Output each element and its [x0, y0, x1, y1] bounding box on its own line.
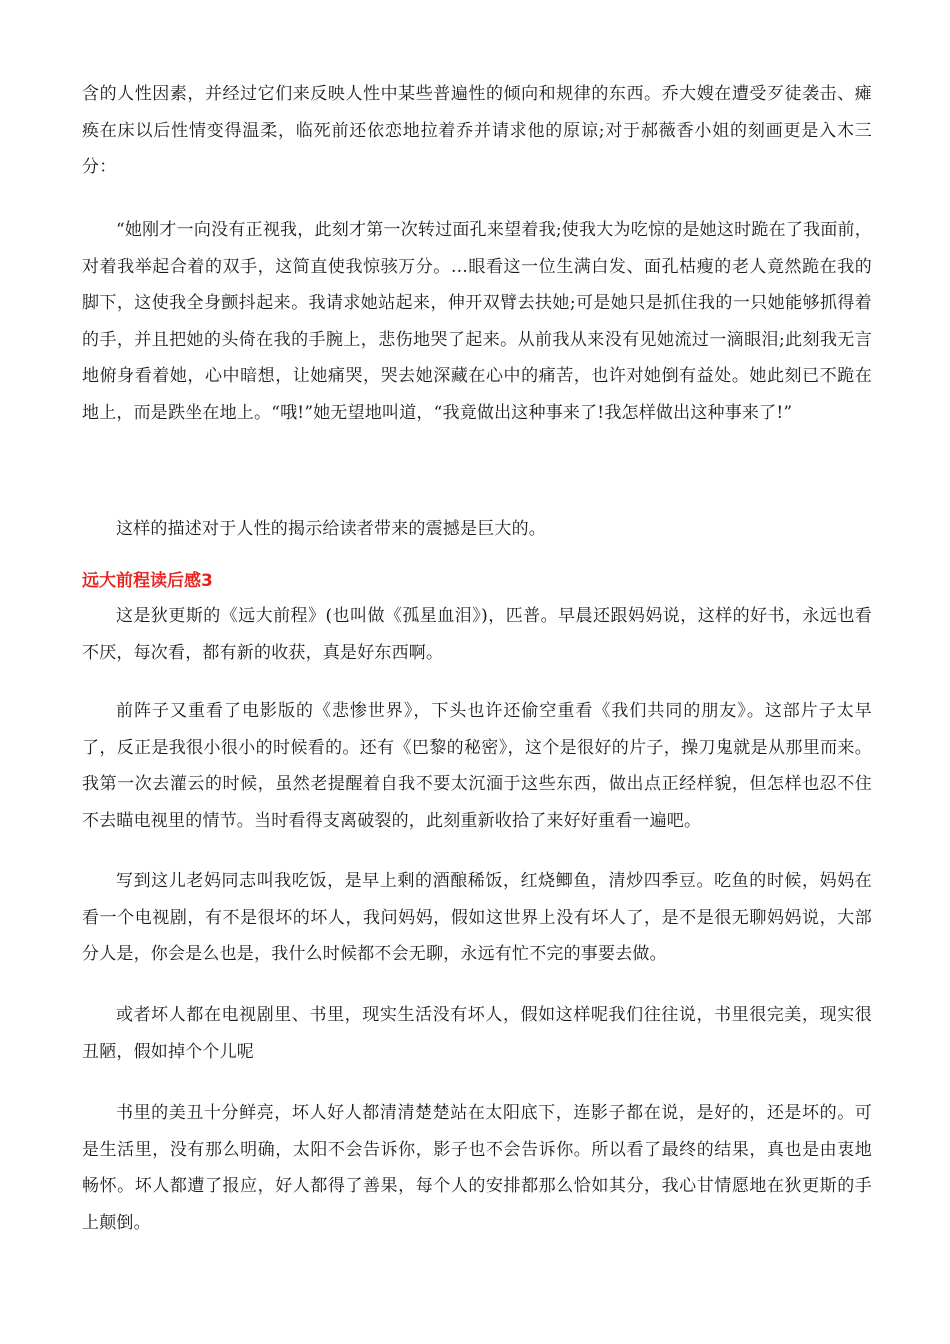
paragraph-quote: “她刚才一向没有正视我，此刻才第一次转过面孔来望着我;使我大为吃惊的是她这时跪在了我面前，对着我举起合着的双手，这简直使我惊骇万分。…眼看这一位生满白发、面孔枯瘦的老人竟然跪在我的脚下，这使我全身颤抖起来。我请求她站起来，伸开双臂去扶她;可是她只是抓住我的一只她能够抓得着的手，并且把她的头倚在我的手腕上，悲伤地哭了起来。从前我从来没有见她流过一滴眼泪;此刻我无言地俯身看着她，心中暗想，让她痛哭，哭去她深藏在心中的痛苦，也许对她倒有益处。她此刻已不跪在地上，而是跌坐在地上。“哦!”她无望地叫道，“我竟做出这种事来了!我怎样做出这种事来了!”	[82, 220, 872, 423]
paragraph: 写到这儿老妈同志叫我吃饭，是早上剩的酒酿稀饭，红烧鲫鱼，清炒四季豆。吃鱼的时候，妈妈在看一个电视剧，有不是很坏的坏人，我问妈妈，假如这世界上没有坏人了，是不是很无聊妈妈说，大部分人是，你会是么也是，我什么时候都不会无聊，永远有忙不完的事要去做。	[82, 871, 872, 964]
paragraph: 前阵子又重看了电影版的《悲惨世界》，下头也许还偷空重看《我们共同的朋友》。这部片子太早了，反正是我很小很小的时候看的。还有《巴黎的秘密》，这个是很好的片子，操刀鬼就是从那里而来。我第一次去灌云的时候，虽然老提醒着自我不要太沉湎于这些东西，做出点正经样貌，但怎样也忍不住不去瞄电视里的情节。当时看得支离破裂的，此刻重新收拾了来好好重看一遍吧。	[82, 701, 872, 831]
paragraph-summary: 这样的描述对于人性的揭示给读者带来的震撼是巨大的。	[116, 519, 546, 539]
paragraph-continued: 含的人性因素，并经过它们来反映人性中某些普遍性的倾向和规律的东西。乔大嫂在遭受歹徒袭击、瘫痪在床以后性情变得温柔，临死前还依恋地拉着乔并请求他的原谅;对于郝薇香小姐的刻画更是入木三分：	[82, 84, 872, 177]
paragraph: 或者坏人都在电视剧里、书里，现实生活没有坏人，假如这样呢我们往往说，书里很完美，现实很丑陋，假如掉个个儿呢	[82, 1005, 872, 1062]
paragraph: 书里的美丑十分鲜亮，坏人好人都清清楚楚站在太阳底下，连影子都在说，是好的，还是坏的。可是生活里，没有那么明确，太阳不会告诉你，影子也不会告诉你。所以看了最终的结果，真也是由衷地畅怀。坏人都遭了报应，好人都得了善果，每个人的安排都那么恰如其分，我心甘情愿地在狄更斯的手上颠倒。	[82, 1103, 872, 1233]
paragraph: 这是狄更斯的《远大前程》(也叫做《孤星血泪》)，匹普。早晨还跟妈妈说，这样的好书，永远也看不厌，每次看，都有新的收获，真是好东西啊。	[82, 606, 872, 663]
section-heading: 远大前程读后感3	[82, 571, 213, 591]
